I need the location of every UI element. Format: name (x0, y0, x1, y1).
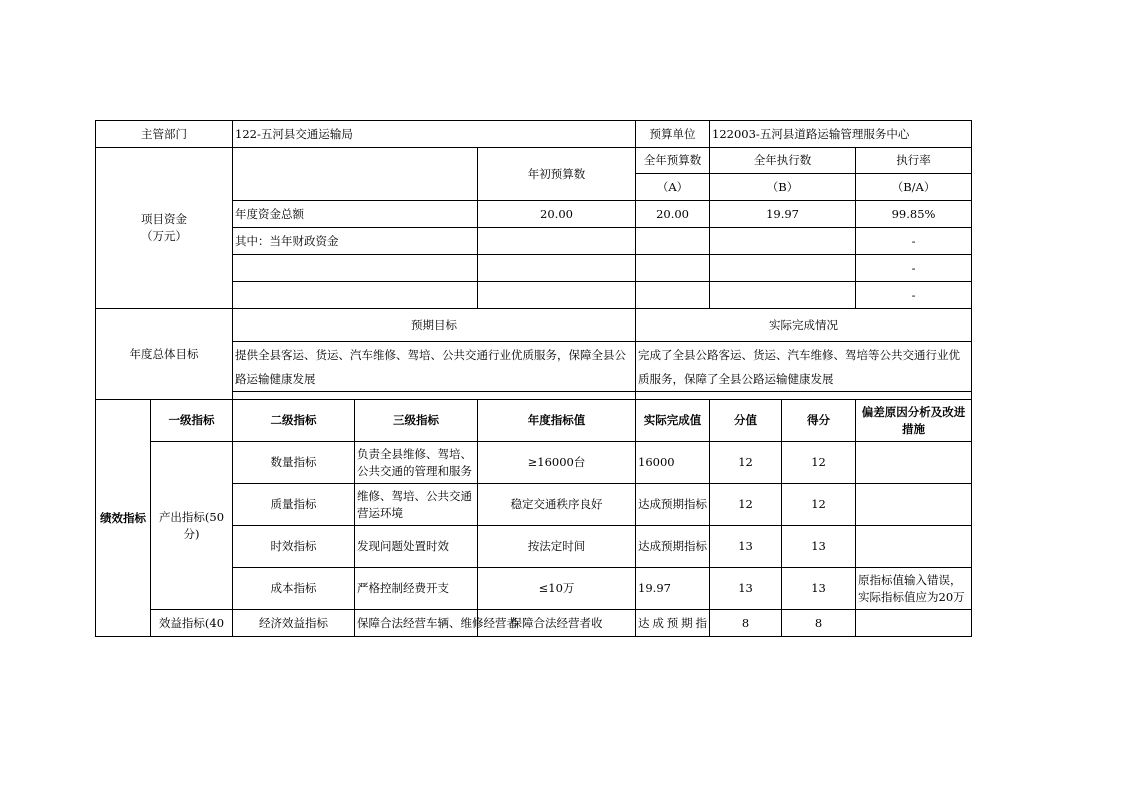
indicator-level2: 数量指标 (233, 442, 355, 484)
dept-value: 122-五河县交通运输局 (233, 121, 636, 148)
funds-row-name: 年度资金总额 (233, 201, 478, 228)
header-score-full: 分值 (710, 400, 782, 442)
goal-spacer-cell (636, 392, 972, 400)
indicator-actual: 16000 (636, 442, 710, 484)
indicator-score-full: 12 (710, 442, 782, 484)
funds-row-rate: - (856, 282, 972, 309)
funds-row-full-year: 20.00 (636, 201, 710, 228)
indicator-score-got: 13 (782, 526, 856, 568)
funds-row-initial (478, 228, 636, 255)
indicator-score-full: 13 (710, 526, 782, 568)
indicator-score-got: 8 (782, 610, 856, 637)
indicator-score-full: 12 (710, 484, 782, 526)
indicator-actual: 19.97 (636, 568, 710, 610)
goal-spacer-cell (233, 392, 636, 400)
indicator-analysis (856, 526, 972, 568)
header-score-got: 得分 (782, 400, 856, 442)
group-benefit: 效益指标(40 (151, 610, 233, 637)
col-initial-budget: 年初预算数 (478, 148, 636, 201)
dept-label: 主管部门 (96, 121, 233, 148)
funds-row-executed (710, 255, 856, 282)
indicator-score-full: 8 (710, 610, 782, 637)
col-executed-code: （B） (710, 174, 856, 201)
funds-label (96, 148, 233, 309)
col-rate-code: （B/A） (856, 174, 972, 201)
funds-row-name (233, 255, 478, 282)
col-full-year-code: （A） (636, 174, 710, 201)
col-executed: 全年执行数 (710, 148, 856, 174)
indicator-actual: 达成预期指标 (636, 484, 710, 526)
header-analysis: 偏差原因分析及改进措施 (856, 400, 972, 442)
indicator-level3: 保障合法经营车辆、维修经营者 (355, 610, 478, 637)
funds-row-rate: - (856, 255, 972, 282)
funds-row-name: 其中：当年财政资金 (233, 228, 478, 255)
goals-label: 年度总体目标 (96, 309, 233, 400)
indicator-target: 按法定时间 (478, 526, 636, 568)
funds-row-name (233, 282, 478, 309)
indicator-level3: 发现问题处置时效 (355, 526, 478, 568)
header-level1: 一级指标 (151, 400, 233, 442)
indicator-level2: 成本指标 (233, 568, 355, 610)
indicator-target: 保障合法经营者收 (478, 610, 636, 637)
indicator-level3: 负责全县维修、驾培、公共交通的管理和服务 (355, 442, 478, 484)
indicator-analysis (856, 442, 972, 484)
indicator-level2: 经济效益指标 (233, 610, 355, 637)
col-rate: 执行率 (856, 148, 972, 174)
funds-row-executed (710, 228, 856, 255)
indicator-analysis: 原指标值输入错误，实际指标值应为20万 (856, 568, 972, 610)
header-target: 年度指标值 (478, 400, 636, 442)
indicator-score-full: 13 (710, 568, 782, 610)
header-level2: 二级指标 (233, 400, 355, 442)
indicator-score-got: 13 (782, 568, 856, 610)
funds-row-executed: 19.97 (710, 201, 856, 228)
indicator-target: 稳定交通秩序良好 (478, 484, 636, 526)
actual-goal-text: 完成了全县公路客运、货运、汽车维修、驾培等公共交通行业优质服务，保障了全县公路运输健康发展 (636, 342, 972, 392)
funds-row-initial (478, 255, 636, 282)
indicator-level2: 质量指标 (233, 484, 355, 526)
indicator-row (96, 442, 972, 484)
indicator-analysis (856, 484, 972, 526)
header-actual: 实际完成值 (636, 400, 710, 442)
expected-goal-header: 预期目标 (233, 309, 636, 342)
funds-row-rate: 99.85% (856, 201, 972, 228)
funds-row-rate: - (856, 228, 972, 255)
indicator-target: ≤10万 (478, 568, 636, 610)
indicator-row (96, 610, 972, 637)
col-full-year-budget: 全年预算数 (636, 148, 710, 174)
actual-goal-header: 实际完成情况 (636, 309, 972, 342)
funds-row-full-year (636, 282, 710, 309)
funds-label-line2: （万元） (141, 229, 187, 243)
indicator-analysis (856, 610, 972, 637)
funds-row-initial (478, 282, 636, 309)
unit-label: 预算单位 (636, 121, 710, 148)
indicator-level3: 维修、驾培、公共交通营运环境 (355, 484, 478, 526)
indicator-actual: 达成预期指 (636, 610, 710, 637)
header-level3: 三级指标 (355, 400, 478, 442)
indicator-score-got: 12 (782, 442, 856, 484)
funds-row-initial: 20.00 (478, 201, 636, 228)
indicator-actual: 达成预期指标 (636, 526, 710, 568)
performance-label: 绩效指标 (96, 400, 151, 637)
indicator-score-got: 12 (782, 484, 856, 526)
performance-evaluation-table (95, 120, 972, 637)
funds-corner-cell (233, 148, 478, 201)
group-output: 产出指标(50分) (151, 442, 233, 610)
indicator-level2: 时效指标 (233, 526, 355, 568)
indicator-target: ≥16000台 (478, 442, 636, 484)
funds-row-executed (710, 282, 856, 309)
unit-value: 122003-五河县道路运输管理服务中心 (710, 121, 972, 148)
funds-label-line1: 项目资金 (141, 212, 187, 226)
funds-row-full-year (636, 255, 710, 282)
expected-goal-text: 提供全县客运、货运、汽车维修、驾培、公共交通行业优质服务，保障全县公路运输健康发展 (233, 342, 636, 392)
indicator-level3: 严格控制经费开支 (355, 568, 478, 610)
funds-row-full-year (636, 228, 710, 255)
